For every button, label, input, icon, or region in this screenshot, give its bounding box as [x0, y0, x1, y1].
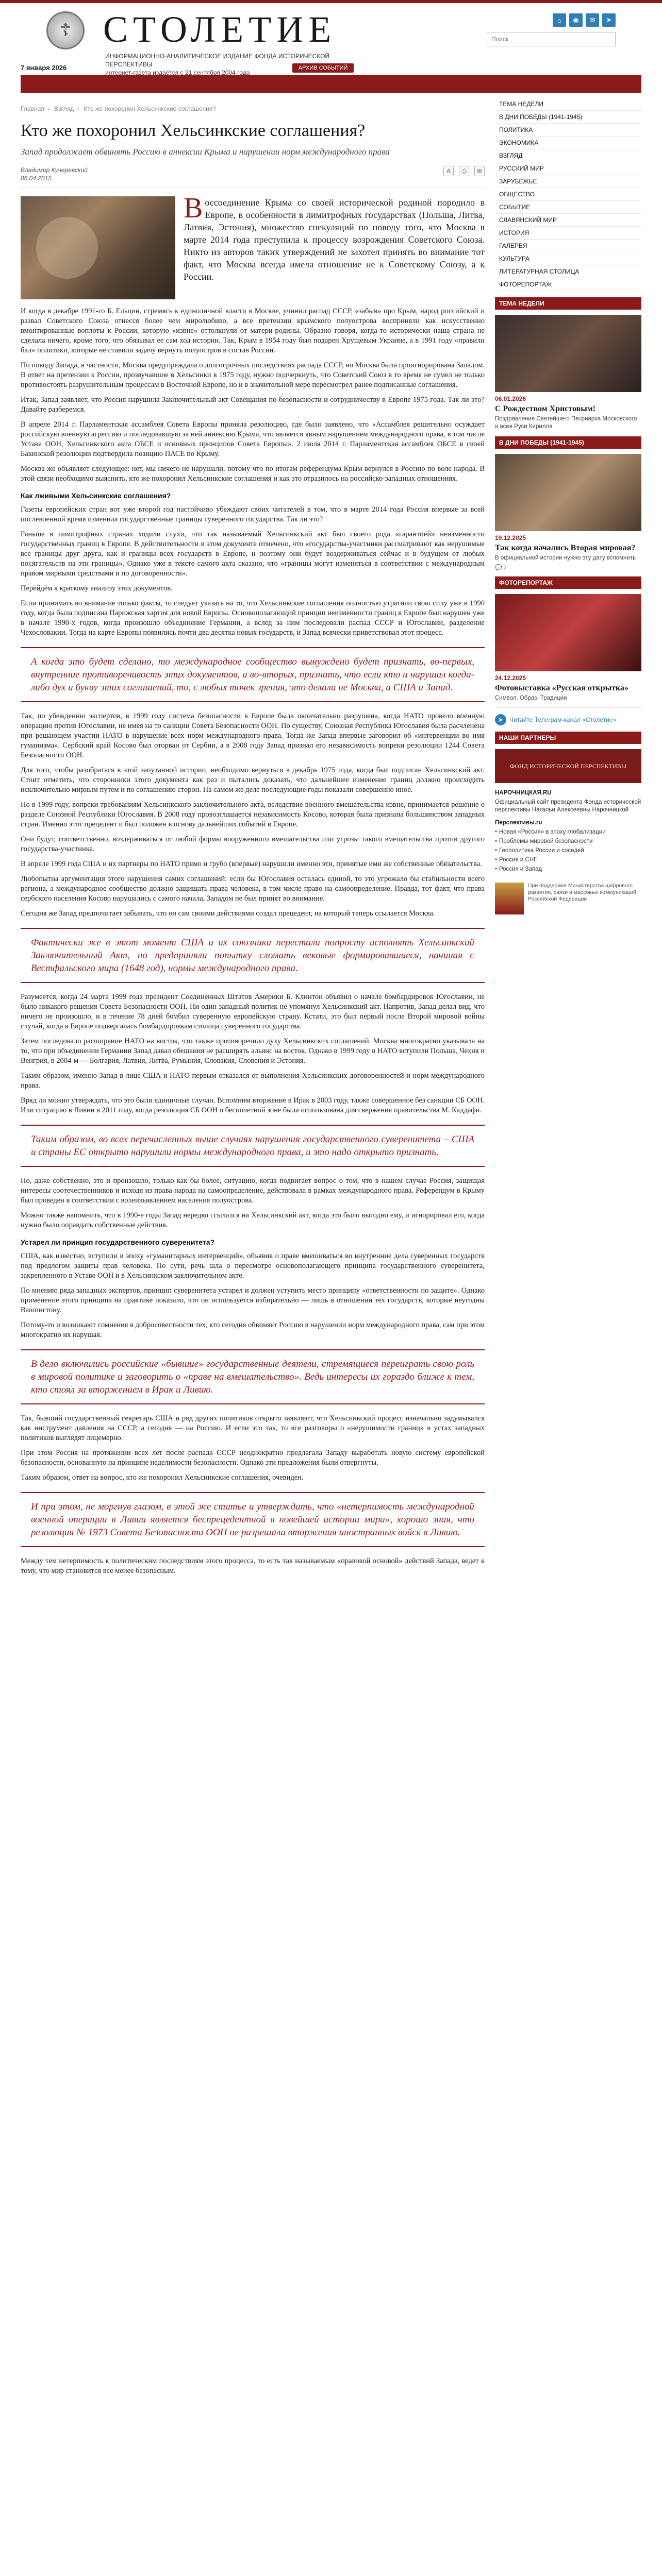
- pull-quote: А когда это будет сделано, то международное сообщество вынуждено будет признать, во-первых, внутренние противоречивость этих документов, а во-вторых, признать, что если кто и нарушал когда-либо дух и букву этих соглашений, то, с любых точек зрения, это делала не Москва, а США и Запад.: [21, 647, 485, 702]
- paragraph: Они будут, соответственно, воздерживаться от любой формы вооруженного вмешательства или угрозы такого вмешательства против другого государства-участника.: [21, 835, 485, 853]
- sidebar-item-abroad[interactable]: ЗАРУБЕЖЬЕ: [495, 175, 641, 188]
- article-date: 06.04.2015: [21, 175, 52, 182]
- partners-title: НАШИ ПАРТНЕРЫ: [495, 732, 641, 744]
- site-header: [0, 3, 662, 75]
- sidebar-item-literary[interactable]: ЛИТЕРАТУРНАЯ СТОЛИЦА: [495, 265, 641, 278]
- partner-banner[interactable]: ФОНД ИСТОРИЧЕСКОЙ ПЕРСПЕКТИВЫ: [495, 749, 641, 783]
- site-tagline: ИНФОРМАЦИОННО-АНАЛИТИЧЕСКОЕ ИЗДАНИЕ ФОНДА ИСТОРИЧЕСКОЙ ПЕРСПЕКТИВЫ интернет-газета издаётся с 21 сентября 2004 года: [105, 53, 330, 76]
- print-icon[interactable]: ⎙: [459, 166, 469, 176]
- sidebar-news-item[interactable]: [495, 310, 641, 436]
- breadcrumb-current: Кто же похоронил Хельсинкские соглашения?: [84, 105, 217, 112]
- paragraph: Затем последовало расширение НАТО на восток, что также противоречило духу Хельсинкских соглашений. Москва многократно указывала на то, что при объединении Германии Запад давал обещания не расширять альянс на восток. Однако в 1999 году в НАТО вступили Польша, Чехия и Венгрия, в 2004-м — Болгария, Латвия, Литва, Румыния, Словакия, Словения и Эстония.: [21, 1037, 485, 1065]
- header-actions: [553, 13, 616, 27]
- pull-quote: В дело включились российские «бывшие» государственные деятели, стремящиеся переиграть свою роль в мировой политике и заговорить о «праве на вмешательство». Ведь интересы их гораздо ближе к тем, кто стоял за вторжением в Ирак и Ливию.: [21, 1349, 485, 1404]
- article-lead: Запад продолжает обвинять Россию в аннексии Крыма и нарушении норм международного права: [21, 147, 390, 157]
- paragraph: Между тем нетерпимость к политическим последствиям этого процесса, то есть так называемым «правовой основой» действий Запада, ведет к тому, что мир становится все менее безопасным.: [21, 1557, 485, 1575]
- gov-emblem-icon: [495, 883, 524, 914]
- author-info: [21, 166, 88, 182]
- paragraph: Разумеется, когда 24 марта 1999 года президент Соединенных Штатов Америки Б. Клинтон объявил о начале бомбардировок Югославии, не было никакого решения Совета Безопасности ООН. Ни один западный политик не упомянул Хельсинкский акт. Напротив, Запад делал вид, что ничего не произошло, и в течение 78 дней бомбил суверенную европейскую страну. Кстати, это был первый после Второй мировой войны случай, когда в Европе подвергалась бомбардировкам столица суверенного государства.: [21, 993, 485, 1030]
- sidebar-news-item[interactable]: [495, 449, 641, 577]
- paragraph: И когда в декабре 1991-го Б. Ельцин, стремясь к единоличной власти в Москве, учинил распад СССР, «забыв» про Крым, народ российский и развал Советского Союза отнесся более чем миролюбиво, а все претензии крымского полуострова восприняли как искусственно вмонтированные воплоты к России, которую «извне» оттолкнули от матери-родины. Образно говоря, когда-то исторически наша страна не сделала ничего, кроме того, что обязывал ее сам ход истории. Так, Крым в 1954 году был подарен Хрущевым Украине, а в 1991 году «правили бал» политики, которые не ставили задачу вернуть полуостров в состав России.: [21, 307, 485, 354]
- partner-link[interactable]: • Проблемы мировой безопасности: [495, 838, 641, 845]
- sidebar-item-russian-world[interactable]: РУССКИЙ МИР: [495, 162, 641, 175]
- partner-list: [495, 828, 641, 873]
- sidebar-item-event[interactable]: СОБЫТИЕ: [495, 201, 641, 214]
- mail-icon[interactable]: ✉: [586, 13, 599, 27]
- article-intro: [21, 192, 485, 299]
- paragraph: Любопытна аргументация этого нарушения самих соглашений: если бы Югославия осталась единой, то это угрожало бы стабильности всего региона, а международное сообщество должно защищать права человека, в том числе право на самоопределение. Правда, тот факт, что права сербского населения Косово нарушались с самого начала, Западом не был принят во внимание.: [21, 875, 485, 903]
- gov-support-note: [495, 883, 641, 914]
- rss-icon[interactable]: ◉: [569, 13, 583, 27]
- news-date: 19.12.2025: [495, 534, 526, 541]
- dropcap: В: [184, 192, 203, 224]
- paragraph: США, как известно, вступили в эпоху «гуманитарных интервенций», объявив о праве вмешиваться во внутренние дела суверенных государств под предлогом защиты прав человека. По сути, речь шла о пересмотре основополагающего принципа государственного суверенитета, закрепленного в Уставе ООН и в Хельсинкском заключительном акте.: [21, 1252, 485, 1280]
- paragraph: Но в 1999 году, вопреки требованиям Хельсинкского заключительного акта, вследствие военного вмешательства извне, принимается решение о разделе Союзной Республики Югославия. В 2008 году провозглашается независимость Косово, которая была признана большинством западных стран. Именно этот прецедент и был положен в основу дальнейших событий в Европе.: [21, 801, 485, 828]
- sidebar-item-slavic[interactable]: СЛАВЯНСКИЙ МИР: [495, 214, 641, 227]
- main-nav: [21, 75, 641, 93]
- paragraph: Перейдём к краткому анализу этих документов.: [21, 584, 173, 592]
- pull-quote: Фактически же в этот момент США и их союзники перестали попросту исполнять Хельсинкский Заключительный Акт, но предприняли попытку сломать вековые формировавшиеся, начиная с Вестфальского мира (1648 год), нормы международного права.: [21, 928, 485, 983]
- breadcrumb-section[interactable]: Взгляд: [54, 105, 74, 112]
- breadcrumb: Главная › Взгляд › Кто же похоронил Хельсинкские соглашения?: [21, 105, 217, 112]
- sidebar-block-title: В ДНИ ПОБЕДЫ (1941-1945): [495, 436, 641, 449]
- gov-note-text: При поддержке Министерства цифрового развития, связи и массовых коммуникаций Российской Федерации: [528, 883, 637, 902]
- sidebar-item-history[interactable]: ИСТОРИЯ: [495, 227, 641, 240]
- comments-count[interactable]: 💬 2: [495, 565, 507, 571]
- search-input[interactable]: [487, 32, 616, 46]
- pull-quote: И при этом, не моргнув глазом, в этой же статье и утверждать, что «нетерпимость международной военной операции в Ливии является беспрецедентной в новейшей истории мира», хорошо зная, что резолюция № 1973 Совета Безопасности ООН не разрешала вторжения иностранных войск в Ливию.: [21, 1492, 485, 1547]
- paragraph: Газеты европейских стран вот уже второй год настойчиво убеждают своих читателей в том, что в марте 2014 года Россия впервые за всей послевоенной время изменила государственные границы суверенного государства. Так ли это?: [21, 505, 485, 523]
- paragraph: В апреле 1999 года США и их партнеры по НАТО прямо и грубо (впервые) нарушили именно эти, принятые ими же собственные обязательства.: [21, 860, 482, 868]
- partner-name[interactable]: НАРОЧНИЦКАЯ.RU: [495, 790, 552, 796]
- paragraph: Если принимать во внимание только факты, то следует указать на то, что Хельсинкские соглашения полностью утратили свою силу уже в 1990 году, когда была подписана Парижская хартия для новой Европы. Основополагающий принцип неизменности границ в Европе был нарушен уже в начале 1990-х годов, когда произошло объединение Германии, а вслед за ним последовали распад СССР и Югославии, разделение Чехословакии. Тогда на карте Европы появились почти два десятка новых государств, и Запад всячески приветствовал этот процесс.: [21, 599, 485, 637]
- partner-link[interactable]: • Новая «Россия» в эпоху глобализации: [495, 828, 641, 836]
- news-title[interactable]: Фотовыставка «Русская открытка»: [495, 684, 628, 692]
- sidebar-item-victory[interactable]: В ДНИ ПОБЕДЫ (1941-1945): [495, 111, 641, 124]
- sidebar-item-gallery[interactable]: ГАЛЕРЕЯ: [495, 240, 641, 252]
- news-thumbnail[interactable]: [495, 315, 641, 392]
- site-emblem-icon[interactable]: ☦: [46, 11, 85, 49]
- sidebar-item-politics[interactable]: ПОЛИТИКА: [495, 124, 641, 137]
- sidebar-item-view[interactable]: ВЗГЛЯД: [495, 149, 641, 162]
- article-column: [21, 98, 485, 1581]
- news-text: Поздравление Святейшего Патриарха Московского и всея Руси Кирилла: [495, 416, 637, 430]
- paragraph: Так, бывший государственный секретарь США и ряд других политиков открыто заявляют, что Хельсинкский процесс изначально задумывался как инструмент давления на СССР, а сегодня — на Россию. И если это так, то все разговоры о «нерушимости границ» в устах западных политиков выглядят лицемерно.: [21, 1414, 485, 1442]
- article-title: Кто же похоронил Хельсинкские соглашения?: [21, 121, 366, 140]
- sidebar-item-society[interactable]: ОБЩЕСТВО: [495, 188, 641, 201]
- pull-quote: Таким образом, во всех перечисленных выше случаях нарушения государственного суверенитета – США и страны ЕС открыто нарушили нормы международного права, и это надо открыто признать.: [21, 1125, 485, 1167]
- news-title[interactable]: Так когда начались Вторая мировая?: [495, 544, 636, 552]
- partner-link[interactable]: • Россия и СНГ: [495, 856, 641, 864]
- telegram-icon[interactable]: ➤: [602, 13, 616, 27]
- subheading: Как лживыми Хельсинкские соглашения?: [21, 492, 171, 500]
- news-thumbnail[interactable]: [495, 594, 641, 671]
- news-text: В официальной истории нужно эту дату вспомнить: [495, 555, 636, 561]
- paragraph: Можно также напомнить, что в 1990-е годы Запад нередко ссылался на Хельсинкский акт, когда это было выгодно ему, и игнорировал его, когда нужно было оправдать собственные действия.: [21, 1211, 485, 1229]
- paragraph: Раньше в лимитрофных странах ходили слухи, что так называемый Хельсинкский акт был своего рода «гарантией» неизменности государственных границ в Европе. В действительности в этом документе отмечено, что «государства-участники рассматривают как нерушимые все границы друг друга, как и границы всех государств в Европе, и поэтому они будут воздерживаться сейчас и в будущем от любых посягательств на эти границы». Однако уже в тексте самого акта сказано, что «границы могут изменяться в соответствии с международным правом мирными средствами и по договоренности».: [21, 530, 485, 578]
- paragraph: Так, по убеждению экспертов, в 1999 году система безопасности в Европе была окончательно разрушена, когда НАТО провело военную операцию против Югославии, не имея на то санкции Совета Безопасности ООН. По существу, Союзная Республика Югославия была расчленена при решающем участии НАТО в нарушение всех норм международного права. Тогда же Запад впервые заговорил об «интервенции во имя гуманизма». Сербский край Косово был оторван от Сербии, а в 2008 году Запад признал его независимость вопреки резолюции 1244 Совета Безопасности ООН.: [21, 712, 485, 759]
- sidebar-news-item[interactable]: [495, 589, 641, 708]
- sidebar-block-title: ФОТОРЕПОРТАЖ: [495, 577, 641, 589]
- paragraph: Таким образом, ответ на вопрос, кто же похоронил Хельсинкские соглашения, очевиден.: [21, 1473, 304, 1482]
- partner-link[interactable]: • Геополитика России и соседей: [495, 847, 641, 855]
- news-thumbnail[interactable]: [495, 454, 641, 531]
- sidebar-item-photo[interactable]: ФОТОРЕПОРТАЖ: [495, 278, 641, 291]
- email-icon[interactable]: ✉: [474, 166, 485, 176]
- paragraph: По поводу Запада, в частности, Москва предупреждала о долгосрочных последствиях распада СССР, но Москва была проигнорирована Западом. В ответ на претензии к России, прозвучавшие в Хельсинки в 1975 году, нужно подчеркнуть, что Советский Союз в то время не сумел не только противостоять разрушительным процессам в Восточной Европе, но и в значительной мере пересмотрел ранее подписанные соглашения.: [21, 361, 485, 389]
- news-date: 06.01.2026: [495, 395, 526, 402]
- paragraph: При этом Россия на протяжении всех лет после распада СССР неоднократно предлагала Западу выработать новую систему европейской безопасности, основанную на принципе неделимости безопасности. Однако эти предложения были отвергнуты.: [21, 1449, 485, 1467]
- author-name[interactable]: Владимир Кучеревский: [21, 166, 88, 174]
- paragraph: Москва же объявляет следующее: нет, мы ничего не нарушали, потому что по итогам референдума Крым вернулся в Россию по воле народа. В этой связи необходимо выяснить, кто же похоронил Хельсинкские соглашения и как это отразилось на российско-западных отношениях.: [21, 465, 485, 483]
- news-title[interactable]: С Рождеством Христовым!: [495, 404, 595, 413]
- author-row: [21, 166, 485, 188]
- intro-text: Воссоединение Крыма со своей исторической родиной породило в Европе, в особенности в лимитрофных государствах (Польша, Литва, Латвия, Эстония), множество спекуляций по поводу того, что Москва в марте 2014 года преступила к процессу возрождения Советского Союза. Никто из авторов таких утверждений не захотел принять во внимание тот факт, что Москва всегда имела отношение не к Советскому Союзу, а к России.: [184, 192, 485, 282]
- telegram-link[interactable]: ➤ Читайте Телеграм-канал «Столетие»: [495, 708, 641, 732]
- partner-link[interactable]: • Россия и Запад: [495, 866, 641, 873]
- font-size-icon[interactable]: A: [443, 166, 454, 176]
- paragraph: Итак, Запад заявляет, что Россия нарушила Заключительный акт Совещания по безопасности и сотрудничеству в Европе 1975 года. Так ли это? Давайте разберемся.: [21, 396, 485, 414]
- paragraph: Потому-то и возникают сомнения в добросовестности тех, кто сегодня обвиняет Россию в нарушении норм международного права, сам при этом многократно их нарушая.: [21, 1321, 485, 1339]
- partner-name[interactable]: Перспективы.ru: [495, 820, 542, 826]
- date-bar: [21, 60, 641, 75]
- breadcrumb-home[interactable]: Главная: [21, 105, 44, 112]
- partner-block: [495, 789, 641, 873]
- subheading: Устарел ли принцип государственного суверенитета?: [21, 1238, 215, 1246]
- archive-button[interactable]: АРХИВ СОБЫТИЙ: [292, 63, 354, 73]
- news-text: Символ. Образ. Традиции: [495, 695, 567, 701]
- article-body: [21, 307, 485, 1576]
- paragraph: Вряд ли можно утверждать, что это были единичные случаи. Вспомним вторжение в Ирак в 2003 году, также совершенное без санкции СБ ООН. Или ситуацию в Ливии в 2011 году, когда резолюция СБ ООН о бесполетной зоне была использована для свержения правительства М. Каддафи.: [21, 1096, 485, 1114]
- article-photo: [21, 196, 175, 299]
- news-date: 24.12.2025: [495, 674, 526, 682]
- sidebar-item-theme[interactable]: ТЕМА НЕДЕЛИ: [495, 98, 641, 111]
- site-logo[interactable]: СТОЛЕТИЕ: [103, 9, 337, 50]
- paragraph: Таким образом, именно Запад в лице США и НАТО первым отказался от выполнения Хельсинкских договоренностей и норм международного права.: [21, 1072, 485, 1090]
- sidebar-block-title: ТЕМА НЕДЕЛИ: [495, 297, 641, 310]
- sidebar-item-culture[interactable]: КУЛЬТУРА: [495, 252, 641, 265]
- sidebar-menu: [495, 98, 641, 291]
- home-icon[interactable]: ⌂: [553, 13, 566, 27]
- paragraph: Но, даже собственно, это и произошло, только как бы более, ситуацию, когда подвигает вопрос о том, что в нашем случае Россия, защищая интересы соотечественников и исходя из права народа на самоопределение, действовала в рамках международного права. Референдум в Крыму был проведен в соответствии с волеизъявлением населения полуострова.: [21, 1177, 485, 1205]
- telegram-icon: ➤: [495, 714, 506, 725]
- current-date: 7 января 2026: [21, 64, 67, 72]
- partner-text: Официальный сайт президента Фонда исторической перспективы Натальи Алексеевны Нарочницкой: [495, 799, 641, 813]
- sidebar-item-economy[interactable]: ЭКОНОМИКА: [495, 137, 641, 149]
- article-tools: [443, 166, 485, 176]
- paragraph: В апреле 2014 г. Парламентская ассамблея Совета Европы приняла резолюцию, где было заявлено, что «Ассамблея решительно осуждает российскую военную агрессию и последовавшую за ней аннексию Крыма, что является явным нарушением международного права, в том числе Устава ООН, Хельсинкского акта ОБСЕ и основных принципов Совета Европы». 2 июля 2014 г. Парламентская ассамблея ОБСЕ в своей Бакинской резолюции подтвердила позицию ПАСЕ по Крыму.: [21, 420, 485, 458]
- sidebar: [495, 98, 641, 914]
- paragraph: Для того, чтобы разобраться в этой запутанной истории, необходимо вернуться в декабрь 1975 года, когда был подписан Хельсинкский акт. Стоит отметить, что сторонники этого документа как раз и пытались доказать, что дальнейшее изменение границ должно происходить исключительно мирным путем и по соглашению сторон. На самом же деле последующие годы показали совершенно иное.: [21, 766, 485, 794]
- paragraph: По мнению ряда западных экспертов, принцип суверенитета устарел и должен уступить место принципу «ответственности по защите». Однако применение этого принципа на практике показало, что он используется избирательно — лишь в отношении тех государств, которые неугодны Вашингтону.: [21, 1286, 485, 1314]
- paragraph: Сегодня же Запад предпочитает забывать, что он сам своими действиями создал прецедент, на который теперь ссылается Москва.: [21, 909, 435, 918]
